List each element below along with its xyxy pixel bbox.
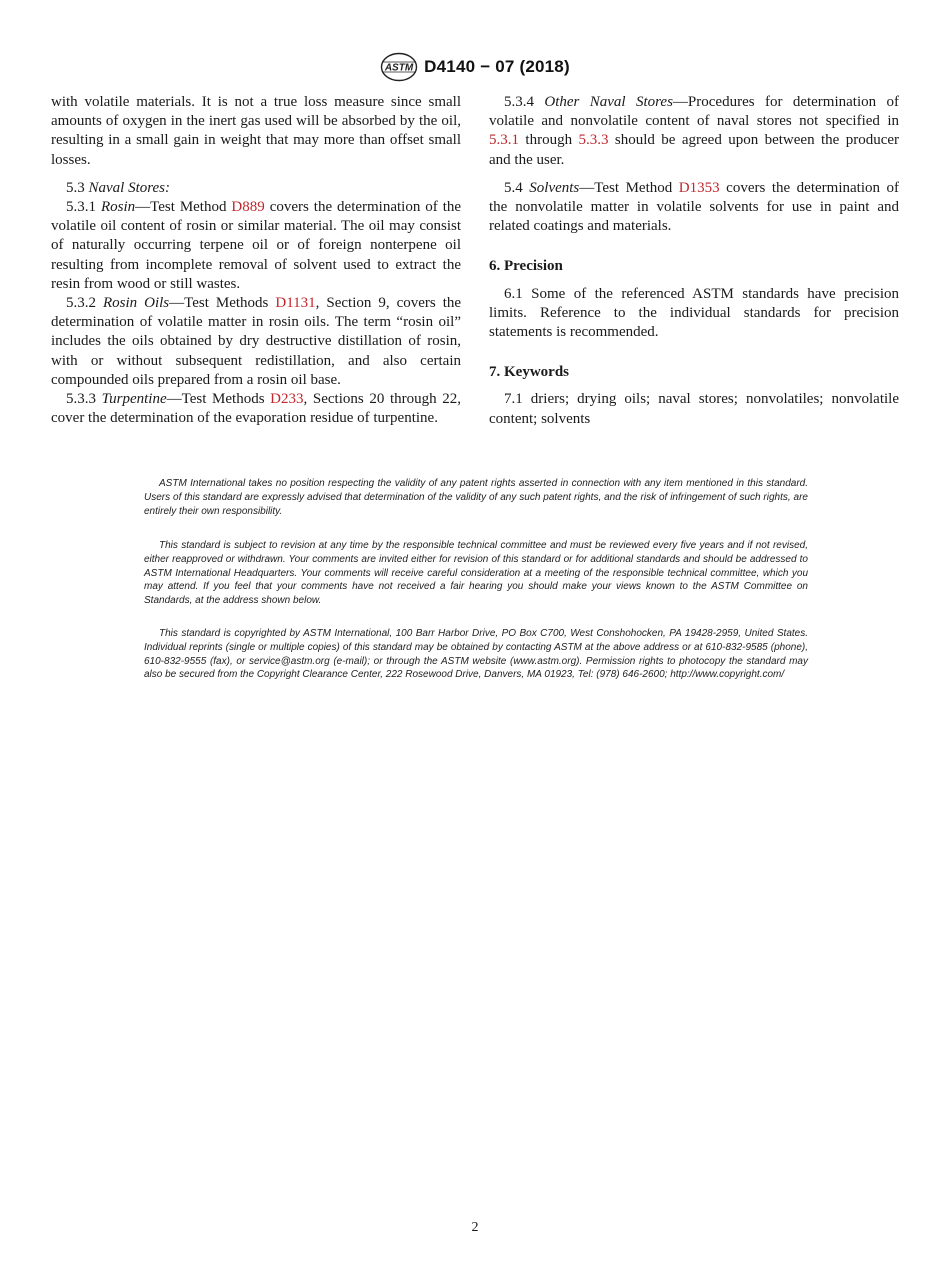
right-column (489, 93, 899, 429)
copyright-notice: This standard is copyrighted by ASTM International, 100 Barr Harbor Drive, PO Box C700, West Conshohocken, PA 19428-2959, United States. Individual reprints (single or multiple copies) of this standard may be obtained by contacting ASTM at the above address or at 610-832-9585 (phone), 610-832-9555 (fax), or service@astm.org (e-mail); or through the ASTM website (www.astm.org). Permission rights to photocopy the standard may also be secured from the Copyright Clearance Center, 222 Rosewood Drive, Danvers, MA 01923, Tel: (978) 646-2600; http://www.copyright.com/ (144, 628, 808, 681)
link-d233[interactable]: D233 (270, 391, 304, 408)
section-5-3-4: 5.3.4 Other Naval Stores—Procedures for determination of volatile and nonvolatile content of naval stores not specified in 5.3.1 through 5.3.3 should be agreed upon between the producer and the user. (489, 94, 900, 168)
heading-keywords: 7. Keywords (489, 364, 569, 381)
section-5-3-2: 5.3.2 Rosin Oils—Test Methods D1131, Section 9, covers the determination of volatile matter in rosin oils. The term “rosin oil” includes the oils obtained by dry destructive distillation of rosin, with or without subsequent redistillation, and also certain compounded oils prepared from a rosin oil base. (51, 295, 462, 388)
section-5-3: 5.3 Naval Stores: (66, 179, 171, 196)
svg-text:ASTM: ASTM (385, 62, 414, 74)
revision-notice: This standard is subject to revision at any time by the responsible technical committee and must be reviewed every five years and if not revised, either reapproved or withdrawn. Your comments are invited either for revision of this standard or for additional standards and should be addressed to ASTM International Headquarters. Your comments will receive careful consideration at a meeting of the responsible technical committee, which you may attend. If you feel that your comments have not received a fair hearing you should make your views known to the ASTM Committee on Standards, at the address shown below. (144, 540, 808, 607)
paragraph-continued: with volatile materials. It is not a true loss measure since small amounts of oxygen in the inert gas used will be absorbed by the oil, resulting in a small gain in weight that may more than offset small losses. (51, 94, 461, 168)
heading-precision: 6. Precision (489, 258, 563, 275)
section-5-4: 5.4 Solvents—Test Method D1353 covers the determination of the nonvolatile matter in volatile solvents for use in paint and related coatings and materials. (489, 179, 900, 235)
section-5-3-1: 5.3.1 Rosin—Test Method D889 covers the determination of the volatile oil content of rosin or similar material. The oil may consist of naturally occurring terpene oil or of foreign nonterpene oil resulting from incomplete removal of solvent used to extract the resin from wood or still wastes. (51, 199, 462, 292)
astm-logo-icon (380, 52, 418, 82)
page-number: 2 (471, 1220, 479, 1235)
link-5-3-1[interactable]: 5.3.1 (489, 132, 519, 149)
section-7-1: 7.1 driers; drying oils; naval stores; nonvolatiles; nonvolatile content; solvents (489, 391, 899, 427)
link-d1353[interactable]: D1353 (678, 179, 720, 196)
link-5-3-3[interactable]: 5.3.3 (578, 132, 609, 149)
document-designation: D4140 − 07 (2018) (424, 57, 570, 76)
page-header (0, 52, 950, 82)
patent-notice: ASTM International takes no position respecting the validity of any patent rights asserted in connection with any item mentioned in this standard. Users of this standard are expressly advised that determination of the validity of any such patent rights, and the risk of infringement of such rights, are entirely their own responsibility. (144, 478, 808, 517)
link-d1131[interactable]: D1131 (275, 295, 316, 312)
link-d889[interactable]: D889 (231, 199, 265, 216)
section-6-1: 6.1 Some of the referenced ASTM standards have precision limits. Reference to the individual standards for precision statements is recommended. (489, 285, 899, 341)
left-column (51, 93, 461, 428)
section-5-3-3: 5.3.3 Turpentine—Test Methods D233, Sections 20 through 22, cover the determination of the evaporation residue of turpentine. (51, 391, 461, 427)
